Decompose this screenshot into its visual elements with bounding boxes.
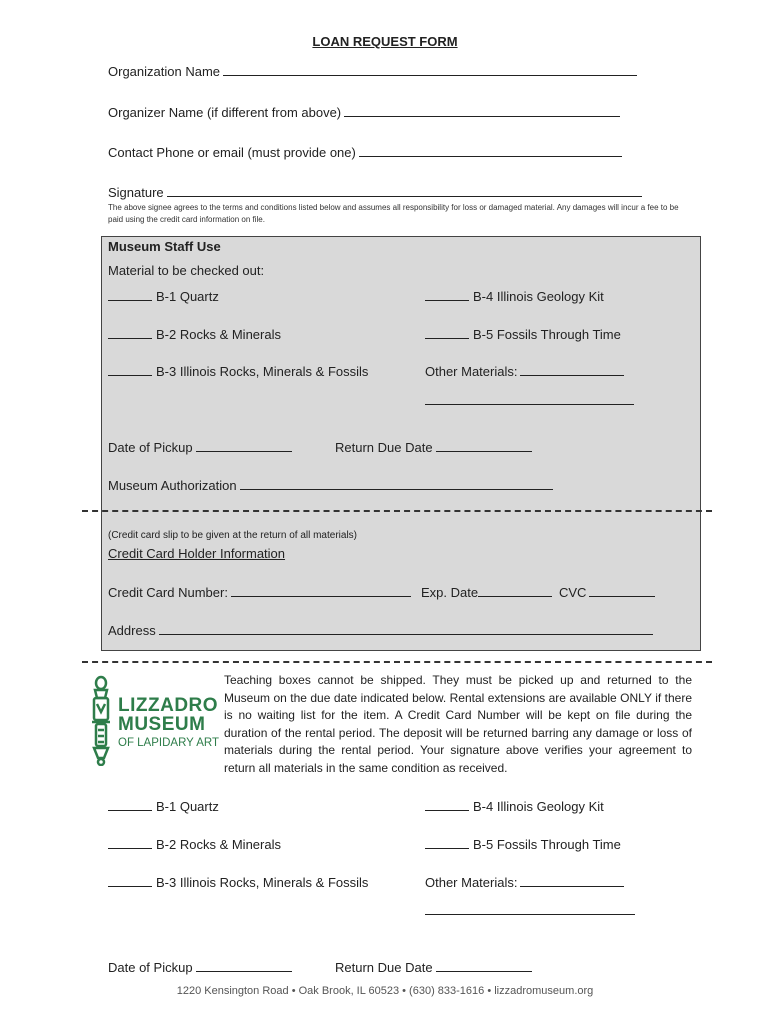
- kit-label: B-2 Rocks & Minerals: [156, 327, 281, 342]
- kit-blank[interactable]: [108, 874, 152, 887]
- organizer-name-line[interactable]: [344, 104, 620, 117]
- kit-blank[interactable]: [108, 326, 152, 339]
- exp-date-line[interactable]: [478, 584, 552, 597]
- staff-kit-b1[interactable]: [108, 288, 219, 304]
- exp-date-field[interactable]: [421, 584, 552, 600]
- cvc-label: CVC: [559, 585, 587, 600]
- bottom-kit-b5[interactable]: [425, 836, 621, 852]
- organizer-name-field[interactable]: [108, 104, 620, 120]
- logo-line-lizzadro: LIZZADRO: [118, 695, 219, 716]
- pickup-line[interactable]: [196, 439, 292, 452]
- staff-return-date[interactable]: [335, 439, 532, 455]
- organization-name-line[interactable]: [223, 63, 637, 76]
- bottom-kit-b3[interactable]: [108, 874, 368, 890]
- logo-line-lapidary: OF LAPIDARY ART: [118, 737, 219, 749]
- bottom-kit-b2[interactable]: [108, 836, 281, 852]
- organizer-name-label: Organizer Name (if different from above): [108, 105, 342, 120]
- cut-line-bottom: [82, 661, 712, 663]
- contact-label: Contact Phone or email (must provide one): [108, 145, 356, 160]
- other-materials-line-2[interactable]: [425, 914, 635, 915]
- contact-line[interactable]: [359, 144, 622, 157]
- kit-blank[interactable]: [425, 326, 469, 339]
- other-materials-label: Other Materials:: [425, 875, 518, 890]
- staff-kit-b3[interactable]: [108, 363, 368, 379]
- cc-note: (Credit card slip to be given at the return of all materials): [108, 530, 357, 541]
- kit-blank[interactable]: [108, 288, 152, 301]
- pickup-label: Date of Pickup: [108, 960, 193, 975]
- kit-blank[interactable]: [108, 798, 152, 811]
- signature-line[interactable]: [167, 184, 642, 197]
- staff-kit-b2[interactable]: [108, 326, 281, 342]
- other-materials-line-2[interactable]: [425, 404, 634, 405]
- cc-number-field[interactable]: [108, 584, 411, 600]
- kit-label: B-5 Fossils Through Time: [473, 327, 621, 342]
- logo-line-museum: MUSEUM: [118, 714, 206, 735]
- bottom-kit-b4[interactable]: [425, 798, 604, 814]
- return-line[interactable]: [436, 959, 532, 972]
- kit-label: B-4 Illinois Geology Kit: [473, 289, 604, 304]
- staff-other-materials[interactable]: [425, 363, 624, 379]
- museum-authorization-field[interactable]: [108, 477, 553, 493]
- terms-fine-print: The above signee agrees to the terms and conditions listed below and assumes all responsibility for loss or damaged material. Any damages will incur a fee to be paid using the credit card information on file.: [108, 203, 679, 224]
- kit-blank[interactable]: [108, 836, 152, 849]
- signature-label: Signature: [108, 185, 164, 200]
- bottom-other-materials[interactable]: [425, 874, 624, 890]
- kit-label: B-2 Rocks & Minerals: [156, 837, 281, 852]
- other-materials-line[interactable]: [520, 874, 624, 887]
- staff-pickup-date[interactable]: [108, 439, 292, 455]
- authorization-line[interactable]: [240, 477, 553, 490]
- kit-label: B-5 Fossils Through Time: [473, 837, 621, 852]
- bottom-kit-b1[interactable]: [108, 798, 219, 814]
- return-line[interactable]: [436, 439, 532, 452]
- address-label: Address: [108, 623, 156, 638]
- staff-kit-b5[interactable]: [425, 326, 621, 342]
- contact-field[interactable]: [108, 144, 622, 160]
- address-line[interactable]: [159, 622, 653, 635]
- staff-kit-b4[interactable]: [425, 288, 604, 304]
- bottom-pickup-date[interactable]: [108, 959, 292, 975]
- organization-name-label: Organization Name: [108, 64, 220, 79]
- signature-field[interactable]: [108, 184, 642, 200]
- cvc-line[interactable]: [589, 584, 655, 597]
- kit-label: B-1 Quartz: [156, 799, 219, 814]
- exp-date-label: Exp. Date: [421, 585, 479, 600]
- cvc-field[interactable]: [559, 584, 655, 600]
- footer-address: 1220 Kensington Road • Oak Brook, IL 60523 • (630) 833-1616 • lizzadromuseum.org: [176, 985, 594, 997]
- pickup-line[interactable]: [196, 959, 292, 972]
- teaching-boxes-text: Teaching boxes cannot be shipped. They must be picked up and returned to the Museum on the due date indicated below. Rental extensions are available ONLY if there is no waiting list for the item. A Credit Card Number will be kept on file during the duration of the rental period. The deposit will be returned barring any damage or loss of materials during the rental period. Your signature above verifies your agreement to return all materials in the same condition as received.: [224, 673, 692, 775]
- checkout-label: Material to be checked out:: [108, 263, 265, 278]
- organization-name-field[interactable]: [108, 63, 637, 79]
- museum-logo-icon: [86, 674, 116, 766]
- cut-line-top: [82, 510, 712, 512]
- kit-label: B-1 Quartz: [156, 289, 219, 304]
- address-field[interactable]: [108, 622, 653, 638]
- other-materials-line[interactable]: [520, 363, 624, 376]
- form-title: LOAN REQUEST FORM: [312, 34, 458, 49]
- cc-number-line[interactable]: [231, 584, 411, 597]
- kit-blank[interactable]: [425, 288, 469, 301]
- cc-number-label: Credit Card Number:: [108, 585, 228, 600]
- kit-blank[interactable]: [425, 798, 469, 811]
- other-materials-label: Other Materials:: [425, 364, 518, 379]
- staff-use-title: Museum Staff Use: [108, 239, 221, 254]
- bottom-return-date[interactable]: [335, 959, 532, 975]
- kit-label: B-4 Illinois Geology Kit: [473, 799, 604, 814]
- return-label: Return Due Date: [335, 440, 433, 455]
- pickup-label: Date of Pickup: [108, 440, 193, 455]
- kit-label: B-3 Illinois Rocks, Minerals & Fossils: [156, 875, 369, 890]
- kit-label: B-3 Illinois Rocks, Minerals & Fossils: [156, 364, 369, 379]
- return-label: Return Due Date: [335, 960, 433, 975]
- cc-holder-title: Credit Card Holder Information: [108, 546, 286, 561]
- kit-blank[interactable]: [425, 836, 469, 849]
- authorization-label: Museum Authorization: [108, 478, 237, 493]
- kit-blank[interactable]: [108, 363, 152, 376]
